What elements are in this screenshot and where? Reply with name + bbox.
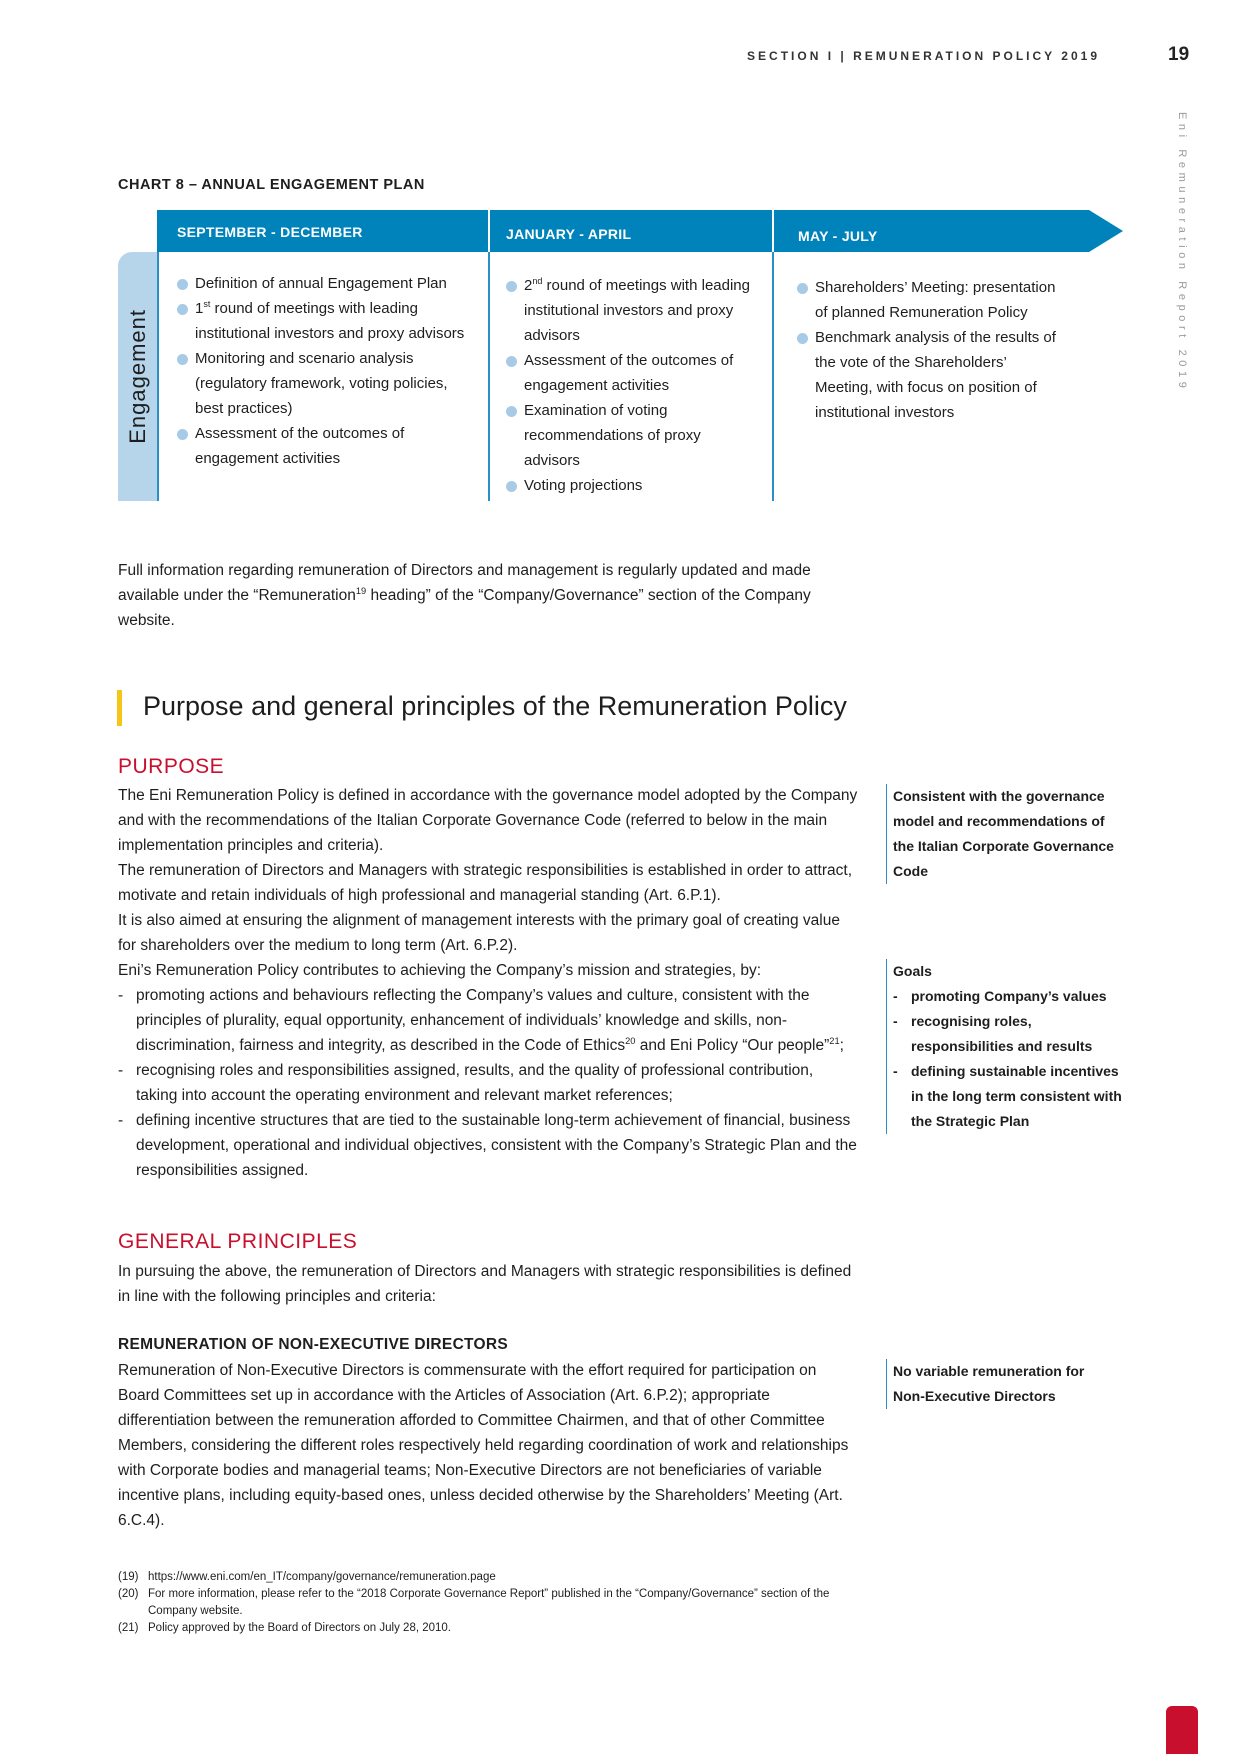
list-item: Assessment of the outcomes of engagement activities [506,348,756,398]
intro-paragraph: Full information regarding remuneration of Directors and management is regularly updated and made available under the “Remuneration$^{19}$ heading” of the “Company/Governance” section of the Company website. [118,562,811,629]
list-item: 1st round of meetings with leading institutional investors and proxy advisors [177,296,467,346]
list-item: Shareholders’ Meeting: presentation of planned Remuneration Policy [797,275,1057,325]
purpose-list [118,983,858,1183]
margin-note-goals [886,959,1133,1134]
general-principles-heading: GENERAL PRINCIPLES [118,1230,358,1253]
column-divider [488,252,490,501]
non-executive-heading: REMUNERATION OF NON-EXECUTIVE DIRECTORS [118,1336,509,1353]
purpose-paragraph: The remuneration of Directors and Managers with strategic responsibilities is established in order to attract, motivate and retain individuals of high professional and managerial standing (Art. 6.P.1). [118,862,853,904]
footnotes [118,1569,863,1637]
list-item: - promoting Company’s values [893,984,1133,1009]
band-separator [772,210,774,252]
period-label-2: JANUARY - APRIL [506,226,632,242]
page-number: 19 [1168,44,1190,65]
footnote: (19) https://www.eni.com/en_IT/company/governance/remuneration.page [118,1571,496,1583]
band-separator [488,210,490,252]
list-item: - recognising roles, responsibilities and results [893,1009,1133,1059]
page-edge-tab [1166,1706,1198,1754]
purpose-paragraph: The Eni Remuneration Policy is defined in accordance with the governance model adopted by the Company and with the recommendations of the Italian Corporate Governance Code (referred to below in the main implementation principles and criteria). [118,787,858,854]
footnote: (20) For more information, please refer to the “2018 Corporate Governance Report” published in the “Company/Governance” section of the Company website. [118,1588,830,1617]
goals-title: Goals [893,963,932,979]
side-report-label: Eni Remuneration Report 2019 [1176,112,1188,393]
goals-list [893,984,1133,1134]
section-title: Purpose and general principles of the Remuneration Policy [143,691,847,721]
list-item: Benchmark analysis of the results of the vote of the Shareholders’ Meeting, with focus on position of institutional investors [797,325,1057,425]
footnote: (21) Policy approved by the Board of Directors on July 28, 2010. [118,1622,452,1634]
list-item: - defining incentive structures that are tied to the sustainable long-term achievement of financial, business development, operational and individual objectives, consistent with the Company’s Strategic Plan and the responsibilities assigned. [118,1108,858,1183]
purpose-heading: PURPOSE [118,755,225,778]
purpose-paragraph: Eni’s Remuneration Policy contributes to achieving the Company’s mission and strategies, by: [118,962,762,979]
section-accent-bar [117,690,122,726]
column-divider [772,252,774,501]
purpose-paragraph: It is also aimed at ensuring the alignment of management interests with the primary goal of creating value for shareholders over the medium to long term (Art. 6.P.2). [118,912,840,954]
timeline-arrow-icon [1089,210,1123,252]
list-item: 2nd round of meetings with leading institutional investors and proxy advisors [506,273,756,348]
column-1-list [177,271,467,471]
period-label-1: SEPTEMBER - DECEMBER [177,224,363,240]
chart-title: CHART 8 – ANNUAL ENGAGEMENT PLAN [118,177,425,193]
margin-note-governance: Consistent with the governance model and recommendations of the Italian Corporate Governance Code [886,784,1117,884]
column-3-list [797,275,1057,425]
list-item: Voting projections [506,473,756,498]
list-item: - recognising roles and responsibilities assigned, results, and the quality of professional contribution, taking into account the operating environment and relevant market references; [118,1058,858,1108]
list-item: Definition of annual Engagement Plan [177,271,467,296]
column-2-list [506,273,756,498]
non-executive-paragraph: Remuneration of Non-Executive Directors is commensurate with the effort required for participation on Board Committees set up in accordance with the Articles of Association (Art. 6.P.2); appropriate differentiation between the remuneration afforded to Committee Chairmen, and that of other Committee Members, considering the different roles respectively held regarding coordination of work and relationships with Corporate bodies and managerial teams; Non-Executive Directors are not beneficiaries of variable incentive plans, including equity-based ones, unless decided otherwise by the Shareholders’ Meeting (Art. 6.C.4). [118,1362,849,1529]
general-principles-intro: In pursuing the above, the remuneration of Directors and Managers with strategic responsibilities is defined in line with the following principles and criteria: [118,1263,852,1305]
column-divider [157,252,159,501]
list-item: Assessment of the outcomes of engagement activities [177,421,467,471]
purpose-body [118,783,858,1183]
list-item: - defining sustainable incentives in the long term consistent with the Strategic Plan [893,1059,1133,1134]
period-label-3: MAY - JULY [798,228,878,244]
list-item: Examination of voting recommendations of proxy advisors [506,398,756,473]
list-item: - promoting actions and behaviours reflecting the Company’s values and culture, consistent with the principles of plurality, equal opportunity, enhancement of individuals’ knowledge and skills, non-discrimination, fairness and integrity, as described in the Code of Ethics$^{20}$ and Eni Policy “Our people”$^{21}$; [118,983,858,1058]
engagement-label: Engagement [124,309,150,444]
list-item: Monitoring and scenario analysis (regulatory framework, voting policies, best practices) [177,346,467,421]
running-header: SECTION I | REMUNERATION POLICY 2019 [747,49,1100,63]
margin-note-no-variable: No variable remuneration for Non-Executive Directors [886,1359,1093,1409]
